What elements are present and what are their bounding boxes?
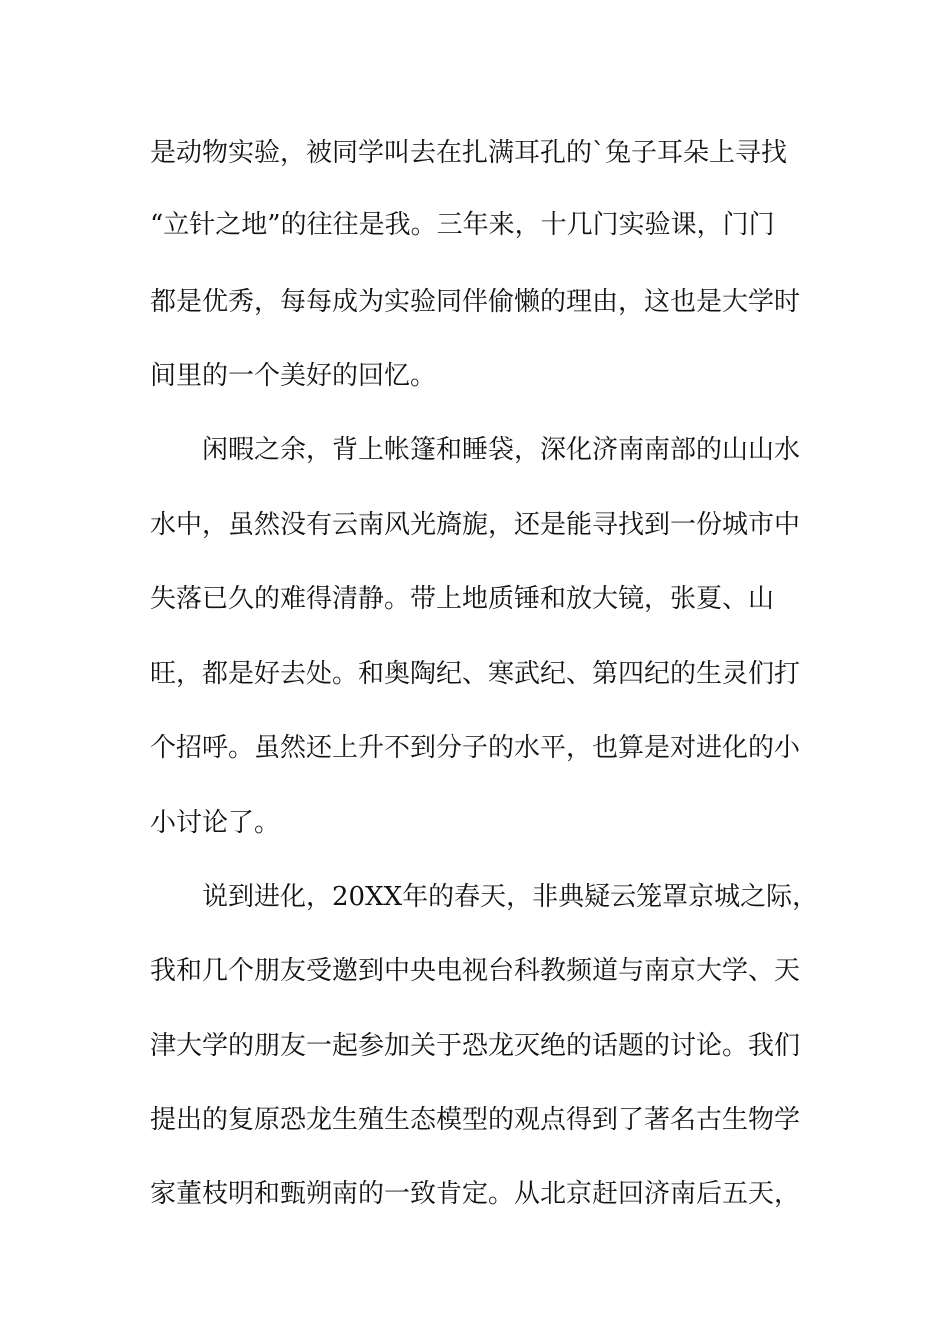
text-line-7: 失落已久的难得清静。带上地质锤和放大镜，张夏、山 [150, 584, 775, 614]
text-line-14: 提出的复原恐龙生殖生态模型的观点得到了著名古生物学 [150, 1105, 801, 1135]
text-line-15: 家董枝明和甄朔南的一致肯定。从北京赶回济南后五天， [150, 1179, 801, 1209]
text-line-11: 说到进化，20XX年的春天，非典疑云笼罩京城之际， [202, 882, 819, 912]
text-line-2: “立针之地”的往往是我。三年来，十几门实验课，门门 [150, 210, 775, 240]
text-line-8: 旺，都是好去处。和奥陶纪、寒武纪、第四纪的生灵们打 [150, 659, 801, 689]
text-line-6: 水中，虽然没有云南风光旖旎，还是能寻找到一份城市中 [150, 510, 801, 540]
text-line-10: 小讨论了。 [150, 808, 281, 838]
text-line-4: 间里的一个美好的回忆。 [150, 361, 437, 391]
text-line-13: 津大学的朋友一起参加关于恐龙灭绝的话题的讨论。我们 [150, 1031, 801, 1061]
text-line-1: 是动物实验，被同学叫去在扎满耳孔的`兔子耳朵上寻找 [150, 138, 788, 168]
text-line-3: 都是优秀，每每成为实验同伴偷懒的理由，这也是大学时 [150, 287, 801, 317]
text-line-9: 个招呼。虽然还上升不到分子的水平，也算是对进化的小 [150, 733, 801, 763]
text-line-5: 闲暇之余，背上帐篷和睡袋，深化济南南部的山山水 [202, 435, 801, 465]
text-line-12: 我和几个朋友受邀到中央电视台科教频道与南京大学、天 [150, 956, 801, 986]
